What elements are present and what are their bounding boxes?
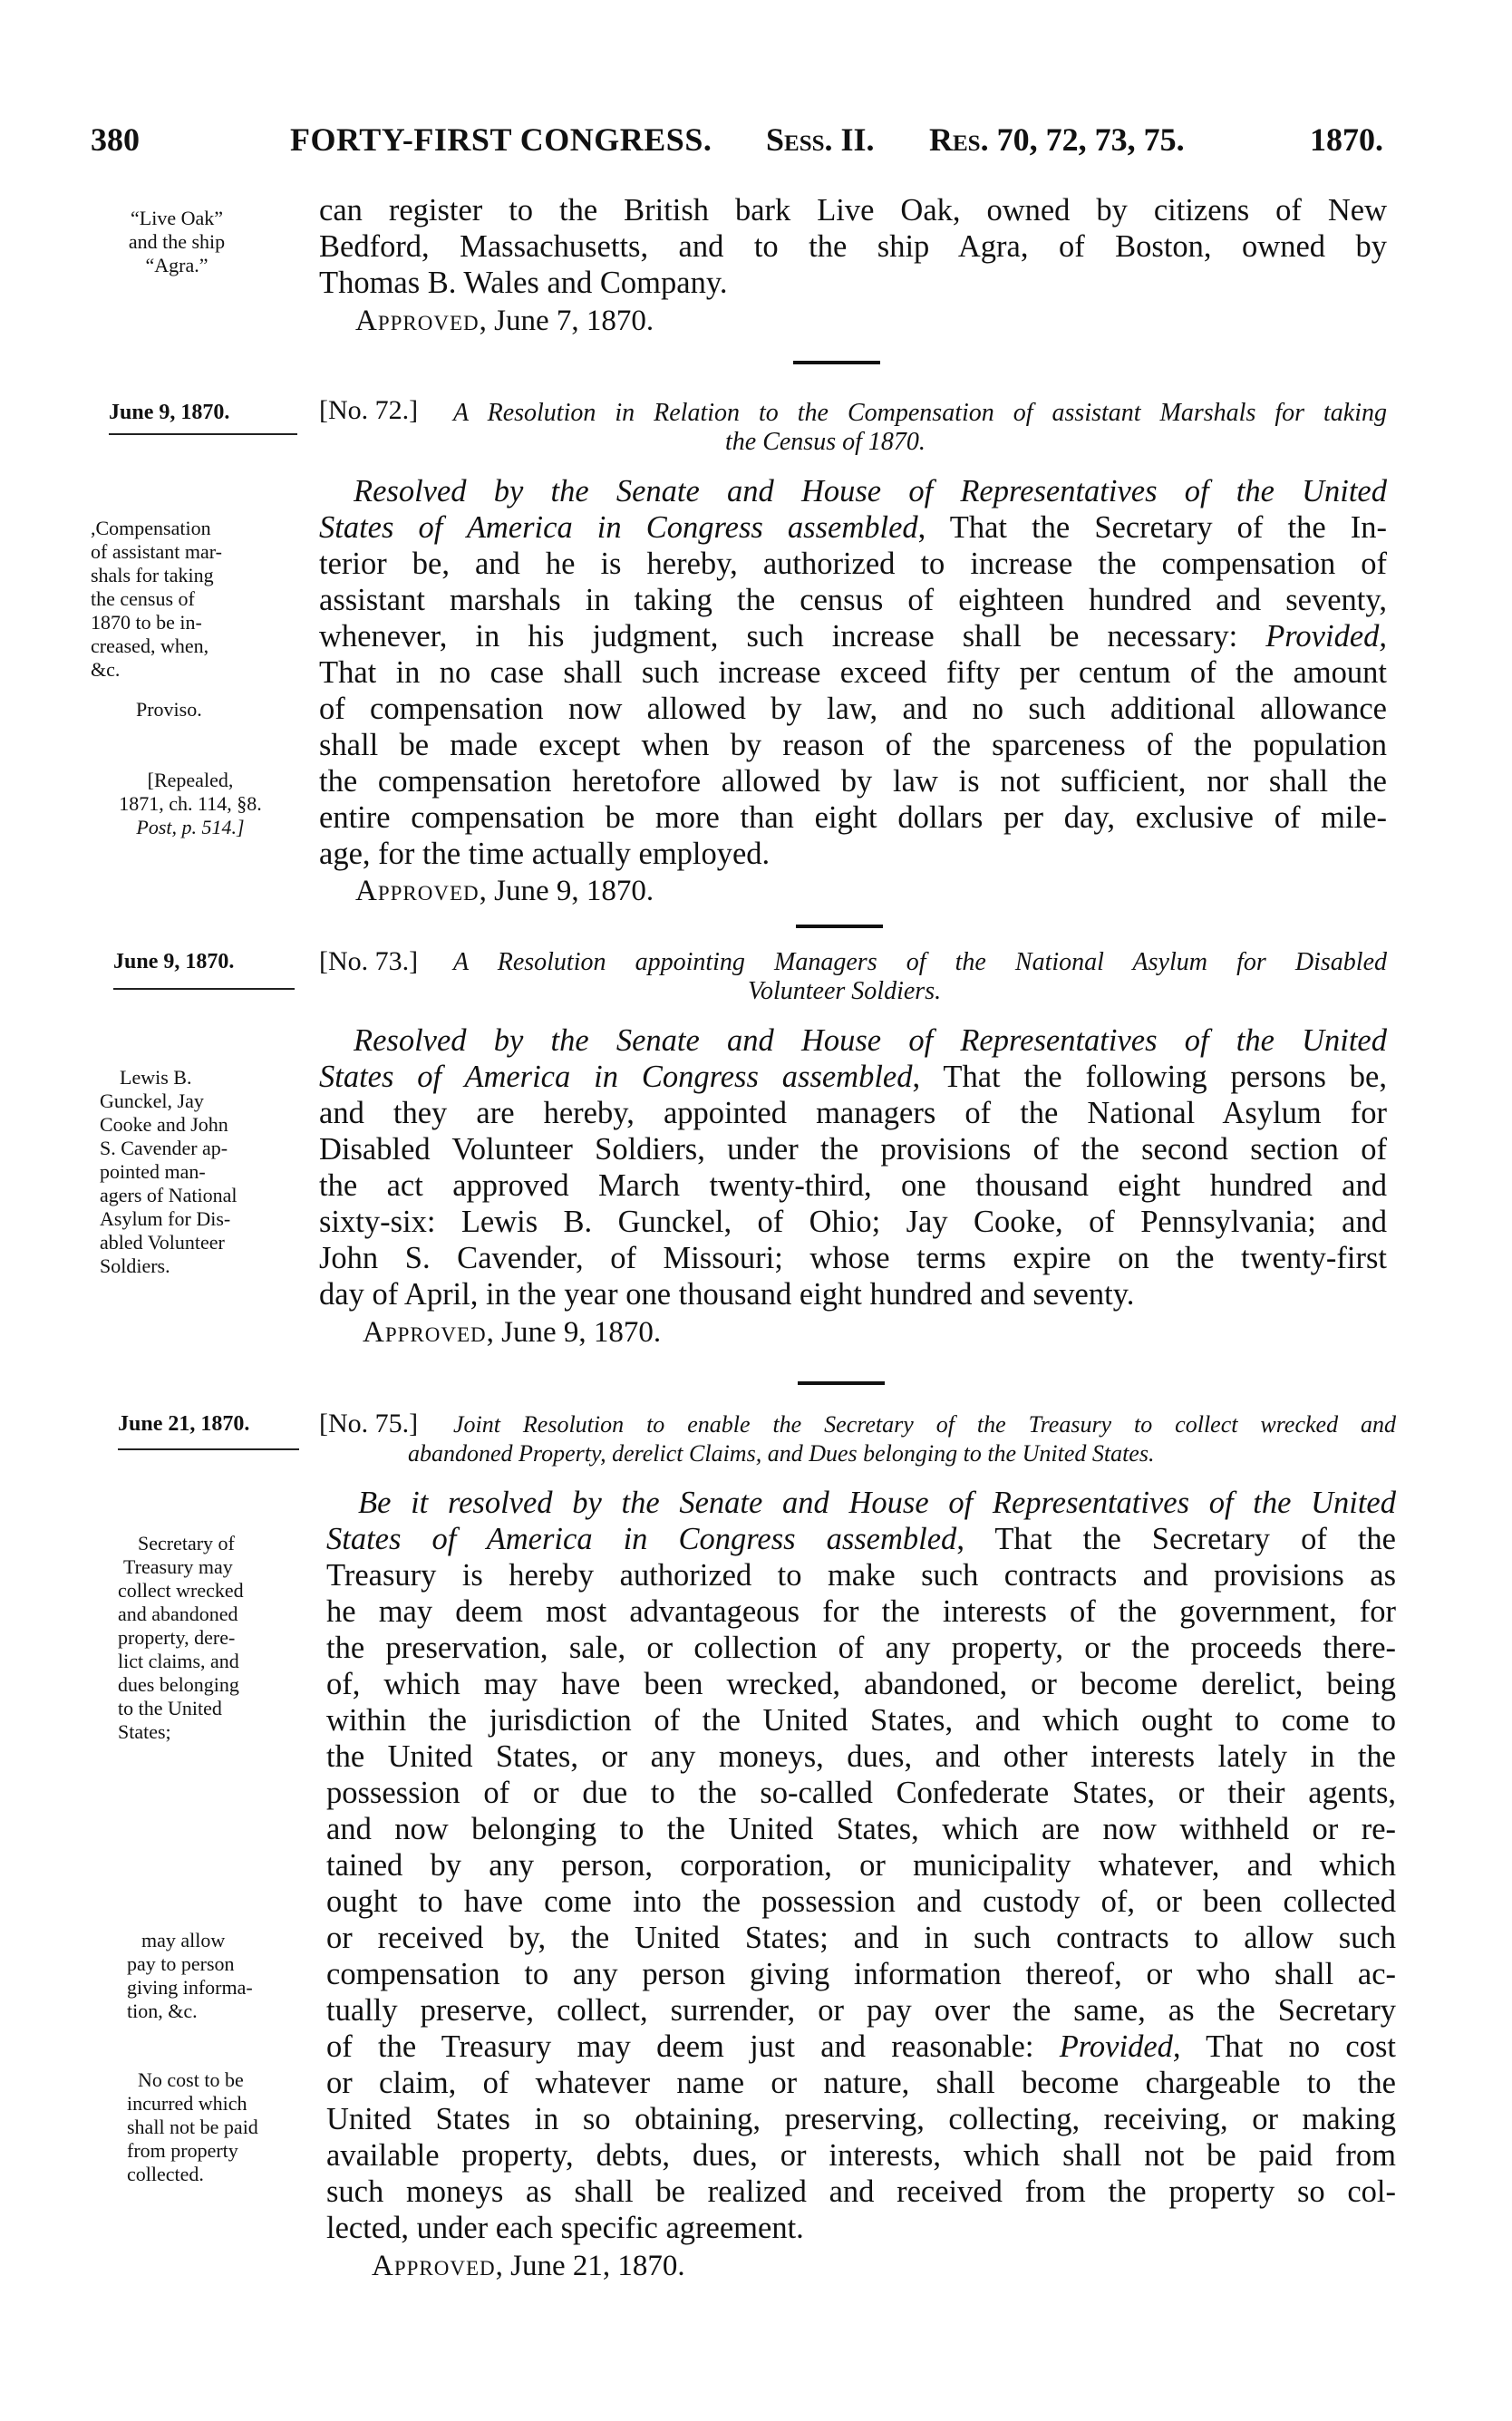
body-line: the act approved March twenty-third, one thousand eight hundred and xyxy=(319,1168,1387,1203)
body-line: of compensation now allowed by law, and no such additional allowance xyxy=(319,692,1387,726)
page-number: 380 xyxy=(91,121,140,158)
margin-note-treasury xyxy=(118,1532,244,1744)
approved-label: Approved xyxy=(355,305,480,337)
congress-title: FORTY-FIRST CONGRESS. xyxy=(290,121,712,158)
approved-label: Approved xyxy=(355,875,480,907)
section-divider xyxy=(796,925,883,928)
body-line: available property, debts, dues, or interests, which shall not be paid from xyxy=(326,2138,1396,2173)
margin-line: from property xyxy=(127,2139,238,2162)
approved-line xyxy=(372,2250,685,2283)
margin-line: and abandoned xyxy=(118,1603,238,1625)
body-line: John S. Cavender, of Missouri; whose terms expire on the twenty-first xyxy=(319,1241,1387,1275)
resolution-title: A Resolution in Relation to the Compensation of assistant Marshals for taking xyxy=(453,399,1387,427)
margin-note-managers xyxy=(100,1066,237,1278)
body-line: Thomas B. Wales and Company. xyxy=(319,266,728,300)
margin-line: collect wrecked xyxy=(118,1579,244,1602)
margin-line: Lewis B. xyxy=(120,1066,192,1089)
date-underline xyxy=(109,433,297,435)
body-line: or received by, the United States; and in such contracts to allow such xyxy=(326,1921,1396,1955)
section-divider xyxy=(798,1381,885,1385)
margin-line: to the United xyxy=(118,1697,222,1719)
approved-date: , June 9, 1870. xyxy=(479,875,654,907)
body-line: entire compensation be more than eight dollars per day, exclusive of mile- xyxy=(319,800,1387,835)
margin-line: &c. xyxy=(91,658,121,681)
body-line: United States in so obtaining, preserving, collecting, receiving, or making xyxy=(326,2102,1396,2136)
body-line xyxy=(319,1059,1387,1095)
margin-line: Asylum for Dis- xyxy=(100,1207,231,1230)
date-underline xyxy=(113,988,295,990)
margin-line: Post, p. 514.] xyxy=(136,816,245,838)
margin-note-compensation-informant xyxy=(127,1929,253,2023)
body-line: the preservation, sale, or collection of any property, or the proceeds there- xyxy=(326,1631,1396,1665)
approved-label: Approved xyxy=(372,2250,496,2282)
margin-line: Gunckel, Jay xyxy=(100,1089,204,1112)
margin-line: incurred which xyxy=(127,2092,247,2115)
resolution-title-cont: Volunteer Soldiers. xyxy=(748,977,942,1005)
enacting-clause-cont: States of America in Congress assembled xyxy=(319,510,918,545)
provided-italic: Provided, xyxy=(1265,619,1388,654)
body-line: assistant marshals in taking the census of eighteen hundred and seventy, xyxy=(319,583,1387,617)
margin-note-live-oak xyxy=(91,207,263,277)
margin-line: shals for taking xyxy=(91,564,214,586)
resolution-number: [No. 72.] xyxy=(319,395,419,425)
body-line: Disabled Volunteer Soldiers, under the provisions of the second section of xyxy=(319,1132,1387,1167)
margin-line: collected. xyxy=(127,2163,204,2185)
resolution-title: Joint Resolution to enable the Secretary of the Treasury to collect wrecked and xyxy=(453,1411,1396,1438)
enacting-clause: Be it resolved by the Senate and House of Representatives of the United xyxy=(358,1486,1396,1520)
body-line: and now belonging to the United States, which are now withheld or re- xyxy=(326,1812,1396,1846)
resolution-title-cont: the Census of 1870. xyxy=(725,428,926,456)
enacting-clause: Resolved by the Senate and House of Representatives of the United xyxy=(354,474,1387,508)
resolution-title-cont: abandoned Property, derelict Claims, and Dues belonging to the United States. xyxy=(408,1440,1155,1467)
margin-line: pointed man- xyxy=(100,1160,206,1183)
margin-line: the census of xyxy=(91,587,195,610)
margin-line: tion, &c. xyxy=(127,2000,198,2022)
body-text: , That the Secretary of the In- xyxy=(917,510,1387,545)
margin-line: of assistant mar- xyxy=(91,540,222,563)
body-line: of, which may have been wrecked, abandoned, or become derelict, being xyxy=(326,1667,1396,1701)
body-line: age, for the time actually employed. xyxy=(319,837,771,871)
margin-line: property, dere- xyxy=(118,1626,236,1649)
margin-line: S. Cavender ap- xyxy=(100,1137,228,1159)
body-line: such moneys as shall be realized and received from the property so col- xyxy=(326,2174,1396,2209)
margin-line: creased, when, xyxy=(91,634,209,657)
margin-note-compensation xyxy=(91,517,222,682)
margin-line: and the ship xyxy=(128,230,226,253)
margin-line: 1871, ch. 114, §8. xyxy=(119,792,262,815)
session-label: Sess. II. xyxy=(766,121,875,158)
body-line: lected, under each specific agreement. xyxy=(326,2211,804,2245)
margin-line: “Agra.” xyxy=(145,254,208,276)
margin-proviso: Proviso. xyxy=(136,698,202,721)
resolution-number: [No. 73.] xyxy=(319,946,419,976)
margin-line: Treasury may xyxy=(123,1555,233,1578)
margin-note-no-cost xyxy=(127,2068,258,2186)
body-line: within the jurisdiction of the United States, and which ought to come to xyxy=(326,1703,1396,1738)
approved-line xyxy=(355,305,654,338)
margin-line: pay to person xyxy=(127,1952,235,1975)
body-line: That in no case shall such increase exceed fifty per centum of the amount xyxy=(319,655,1387,690)
margin-line: Soldiers. xyxy=(100,1254,170,1277)
approved-date: , June 7, 1870. xyxy=(479,305,654,337)
margin-line: [Repealed, xyxy=(147,769,234,791)
margin-line: may allow xyxy=(141,1929,226,1951)
provided-italic: Provided, xyxy=(1059,2029,1181,2064)
margin-line: 1870 to be in- xyxy=(91,611,202,634)
body-line: tained by any person, corporation, or municipality whatever, and which xyxy=(326,1848,1396,1883)
body-line: the compensation heretofore allowed by law is not sufficient, nor shall the xyxy=(319,764,1387,799)
margin-line: lict claims, and xyxy=(118,1650,239,1672)
margin-line: dues belonging xyxy=(118,1673,239,1696)
resolutions-label: Res. 70, 72, 73, 75. xyxy=(929,121,1185,158)
margin-line: abled Volunteer xyxy=(100,1231,225,1254)
body-line: shall be made except when by reason of the sparceness of the population xyxy=(319,728,1387,762)
margin-line: “Live Oak” xyxy=(131,207,223,229)
enacting-clause: Resolved by the Senate and House of Representatives of the United xyxy=(354,1023,1387,1058)
resolution-number: [No. 75.] xyxy=(319,1409,419,1438)
approved-line xyxy=(355,875,654,908)
margin-line: States; xyxy=(118,1720,171,1743)
date-underline xyxy=(118,1448,299,1450)
body-line: and they are hereby, appointed managers of the National Asylum for xyxy=(319,1096,1387,1130)
body-text: of the Treasury may deem just and reasonable: xyxy=(326,2029,1034,2064)
enacting-clause-cont: States of America in Congress assembled xyxy=(319,1060,913,1094)
approved-label: Approved xyxy=(363,1316,487,1349)
body-line xyxy=(319,509,1387,546)
margin-line: ,Compensation xyxy=(91,517,211,539)
body-line: Treasury is hereby authorized to make such contracts and provisions as xyxy=(326,1558,1396,1593)
body-line: compensation to any person giving information thereof, or who shall ac- xyxy=(326,1957,1396,1991)
body-line: day of April, in the year one thousand eight hundred and seventy. xyxy=(319,1277,1135,1312)
margin-line: agers of National xyxy=(100,1184,237,1206)
resolution-date: June 21, 1870. xyxy=(118,1412,250,1436)
resolution-date: June 9, 1870. xyxy=(109,401,230,424)
margin-line: shall not be paid xyxy=(127,2116,258,2138)
body-line: ought to have come into the possession and custody of, or been collected xyxy=(326,1884,1396,1919)
margin-line: Secretary of xyxy=(138,1532,235,1554)
body-text: That no cost xyxy=(1180,2029,1397,2064)
header-year: 1870. xyxy=(1310,121,1383,158)
body-line xyxy=(319,618,1387,654)
running-header xyxy=(91,121,1387,166)
enacting-clause-cont: States of America in Congress assembled xyxy=(326,1522,957,1556)
margin-line: No cost to be xyxy=(138,2068,244,2091)
margin-line: Cooke and John xyxy=(100,1113,228,1136)
body-text: , That the following persons be, xyxy=(912,1060,1387,1094)
body-line xyxy=(326,1521,1396,1557)
body-line: he may deem most advantageous for the interests of the government, for xyxy=(326,1594,1396,1629)
body-line: possession of or due to the so-called Confederate States, or their agents, xyxy=(326,1776,1396,1810)
body-text: , That the Secretary of the xyxy=(956,1522,1396,1556)
body-line: or claim, of whatever name or nature, shall become chargeable to the xyxy=(326,2066,1396,2100)
body-line: the United States, or any moneys, dues, and other interests lately in the xyxy=(326,1739,1396,1774)
resolution-date: June 9, 1870. xyxy=(113,950,235,973)
body-line: Bedford, Massachusetts, and to the ship Agra, of Boston, owned by xyxy=(319,229,1387,264)
approved-date: , June 21, 1870. xyxy=(495,2250,685,2282)
approved-date: , June 9, 1870. xyxy=(486,1316,662,1349)
margin-line: giving informa- xyxy=(127,1976,253,1999)
body-line xyxy=(326,2029,1396,2065)
body-text: whenever, in his judgment, such increase shall be necessary: xyxy=(319,619,1238,654)
approved-line xyxy=(363,1316,661,1350)
body-line: tually preserve, collect, surrender, or pay over the same, as the Secretary xyxy=(326,1993,1396,2028)
body-line: terior be, and he is hereby, authorized to increase the compensation of xyxy=(319,547,1387,581)
body-line: can register to the British bark Live Oak, owned by citizens of New xyxy=(319,193,1387,228)
margin-repealed-note xyxy=(91,769,290,839)
body-line: sixty-six: Lewis B. Gunckel, of Ohio; Jay Cooke, of Pennsylvania; and xyxy=(319,1205,1387,1239)
resolution-title: A Resolution appointing Managers of the National Asylum for Disabled xyxy=(453,948,1387,976)
section-divider xyxy=(793,361,880,364)
